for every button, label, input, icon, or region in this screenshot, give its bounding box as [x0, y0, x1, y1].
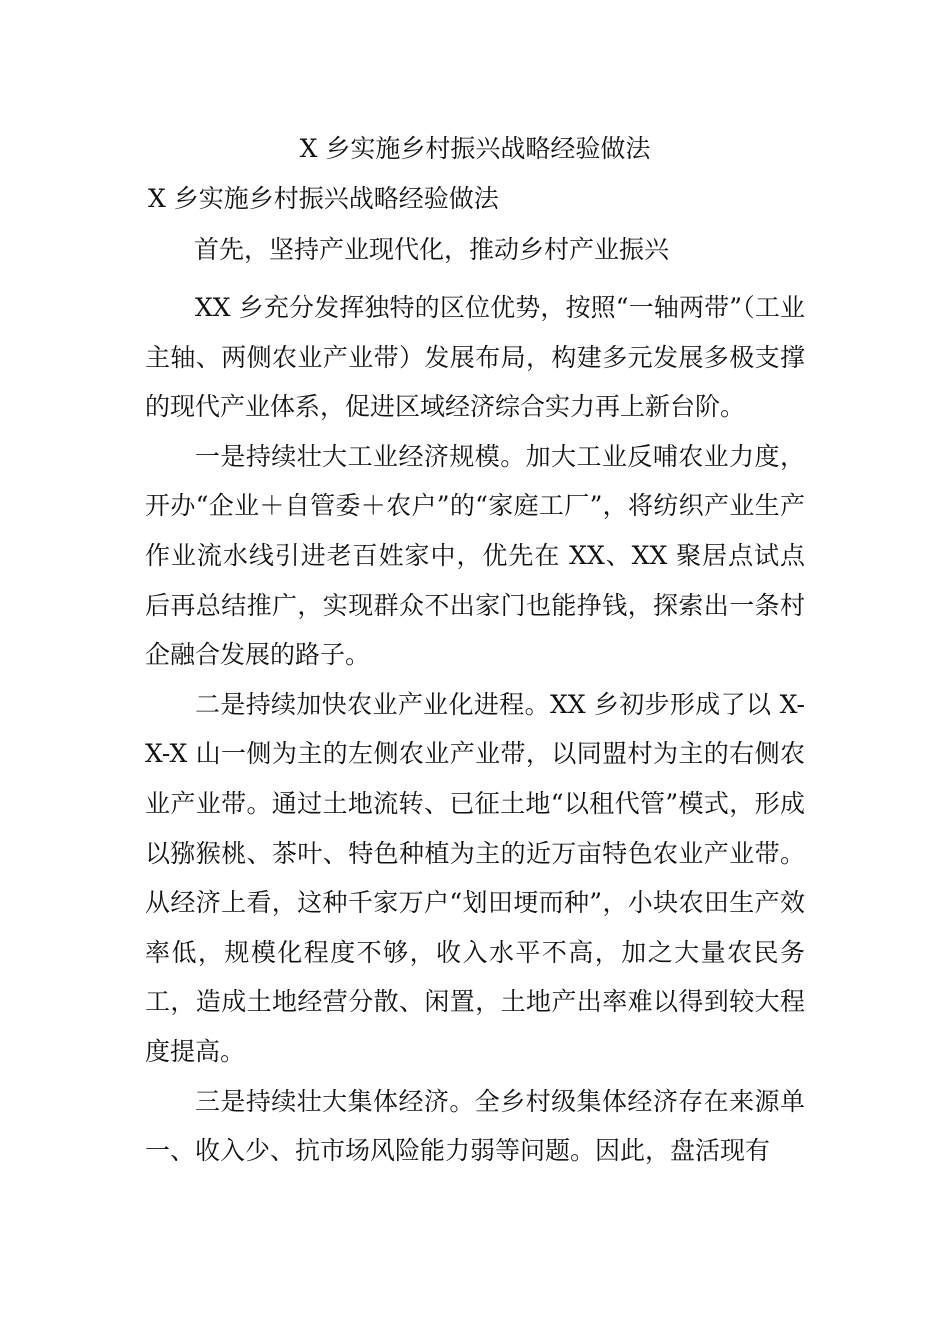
paragraph: 一是持续壮大工业经济规模。加大工业反哺农业力度，开办“企业＋自管委＋农户”的“家庭工厂”，将纺织产业生产作业流水线引进老百姓家中，优先在 XX、XX 聚居点试点后再总结推广，实现群众不出家门也能挣钱，探索出一条村企融合发展的路子。 [145, 441, 805, 670]
paragraph: XX 乡充分发挥独特的区位优势，按照“一轴两带”（工业主轴、两侧农业产业带）发展布局，构建多元发展多极支撑的现代产业体系，促进区域经济综合实力再上新台阶。 [145, 293, 805, 422]
document-subtitle: X 乡实施乡村振兴战略经验做法 [148, 184, 499, 213]
document-title: X 乡实施乡村振兴战略经验做法 [299, 134, 651, 163]
section-heading: 首先，坚持产业现代化，推动乡村产业振兴 [194, 235, 670, 264]
paragraph: 二是持续加快农业产业化进程。XX 乡初步形成了以 X-X-X 山一侧为主的左侧农业产业带，以同盟村为主的右侧农业产业带。通过土地流转、已征土地“以租代管”模式，形成以猕猴桃、茶叶、特色种植为主的近万亩特色农业产业带。从经济上看，这种千家万户“划田埂而种”，小块农田生产效率低，规模化程度不够，收入水平不高，加之大量农民务工，造成土地经营分散、闲置，土地产出率难以得到较大程度提高。 [145, 689, 805, 1066]
document-body [145, 283, 805, 1176]
paragraph: 三是持续壮大集体经济。全乡村级集体经济存在来源单一、收入少、抗市场风险能力弱等问题。因此，盘活现有 [145, 1086, 805, 1166]
